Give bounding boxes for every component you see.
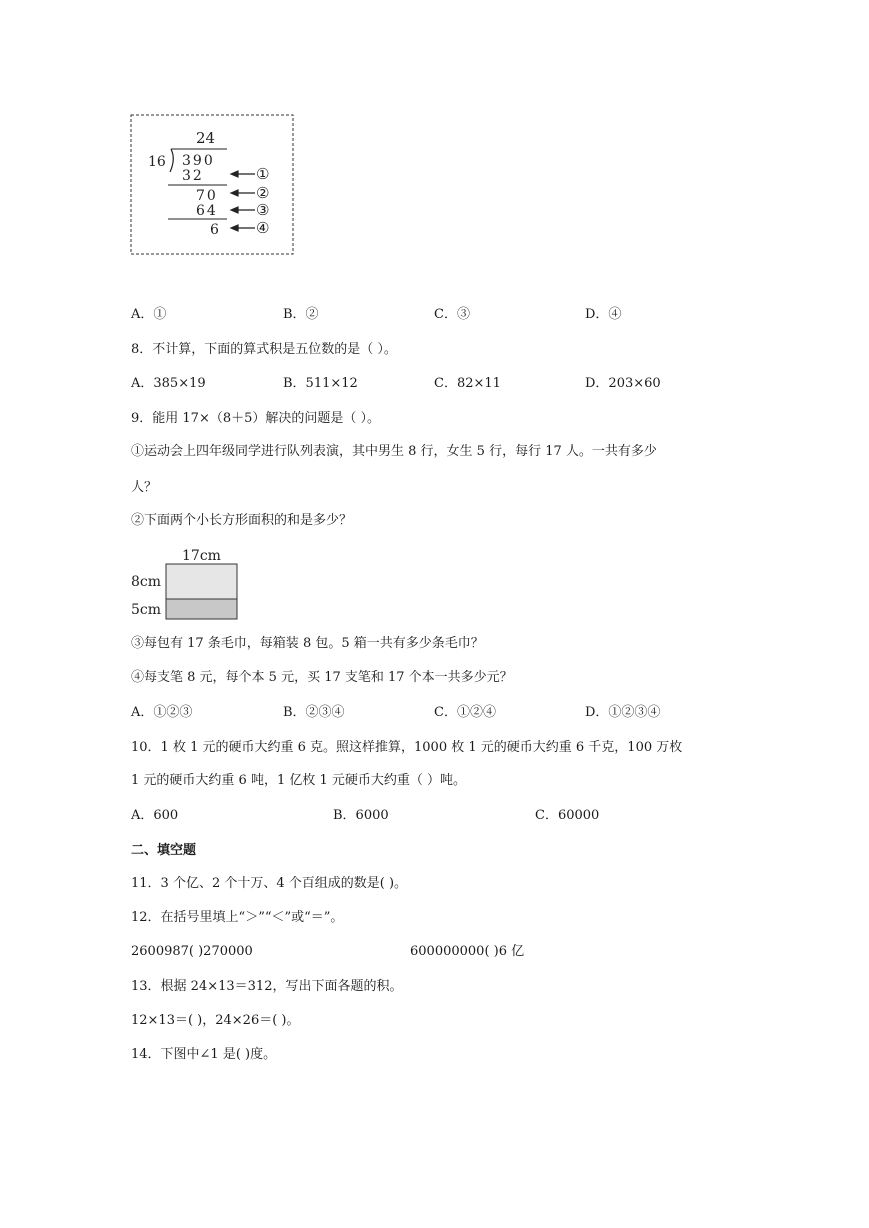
q9-item-1-line-2: 人？	[131, 480, 158, 495]
q9-item-4: ④每支笔 8 元，每个本 5 元，买 17 支笔和 17 个本一共多少元？	[131, 670, 513, 685]
rect-width-label: 17cm	[182, 548, 221, 564]
q7-option-a: A．①	[131, 307, 167, 322]
q9-option-b: B．②③④	[283, 705, 345, 720]
division-mark-1: ①	[256, 165, 270, 183]
q13-answer: 12×13＝( )，24×26＝( )。	[131, 1013, 300, 1028]
division-mark-2: ②	[256, 184, 270, 202]
q9-option-d: D．①②③④	[585, 705, 661, 720]
division-mark-3: ③	[256, 201, 270, 219]
division-dividend: 390	[182, 153, 215, 169]
q14: 14．下图中∠1 是( )度。	[131, 1047, 277, 1062]
q12-left-comparison: 2600987( )270000	[131, 944, 253, 959]
q12-question: 12．在括号里填上“＞”“＜”或“＝”。	[131, 910, 344, 925]
q9-item-3: ③每包有 17 条毛巾，每箱装 8 包。5 箱一共有多少条毛巾？	[131, 636, 484, 651]
q10-option-c: C．60000	[535, 808, 600, 823]
division-quotient: 24	[196, 129, 216, 147]
rect-upper-height-label: 8cm	[131, 574, 162, 590]
q8-option-d: D．203×60	[585, 376, 661, 391]
q9-question: 9．能用 17×（8＋5）解决的问题是（ ）。	[131, 411, 381, 426]
q10-line-1: 10．1 枚 1 元的硬币大约重 6 克。照这样推算，1000 枚 1 元的硬币大约重 6 千克，100 万枚	[131, 740, 683, 755]
q9-option-a: A．①②③	[131, 705, 193, 720]
q10-option-b: B．6000	[333, 808, 389, 823]
q8-option-c: C．82×11	[434, 376, 501, 391]
q7-option-b: B．②	[283, 307, 319, 322]
q8-option-b: B．511×12	[283, 376, 358, 391]
division-step-3: 64	[196, 203, 218, 219]
q7-option-d: D．④	[585, 307, 622, 322]
rectangles-figure	[128, 544, 244, 622]
q9-item-1-line-1: ①运动会上四年级同学进行队列表演，其中男生 8 行，女生 5 行，每行 17 人。一共有多少	[131, 444, 657, 459]
division-step-1: 32	[182, 168, 204, 184]
long-division-figure	[130, 114, 294, 256]
q13-question: 13．根据 24×13＝312，写出下面各题的积。	[131, 979, 403, 994]
q9-option-c: C．①②④	[434, 705, 496, 720]
q10-option-a: A．600	[131, 808, 179, 823]
division-mark-4: ④	[256, 219, 270, 237]
q10-line-2: 1 元的硬币大约重 6 吨，1 亿枚 1 元硬币大约重（ ）吨。	[131, 773, 467, 788]
division-remainder: 6	[210, 222, 219, 238]
q8-question: 8．不计算，下面的算式积是五位数的是（ ）。	[131, 342, 397, 357]
rect-lower-height-label: 5cm	[131, 602, 162, 618]
division-step-2: 70	[196, 188, 218, 204]
q12-right-comparison: 600000000( )6 亿	[410, 944, 525, 959]
q9-item-2: ②下面两个小长方形面积的和是多少？	[131, 513, 353, 528]
q11: 11．3 个亿、2 个十万、4 个百组成的数是( )。	[131, 876, 408, 891]
q7-option-c: C．③	[434, 307, 470, 322]
division-divisor: 16	[148, 154, 166, 170]
section-2-title: 二、填空题	[131, 843, 197, 858]
q8-option-a: A．385×19	[131, 376, 206, 391]
arrow-icon	[231, 171, 255, 231]
